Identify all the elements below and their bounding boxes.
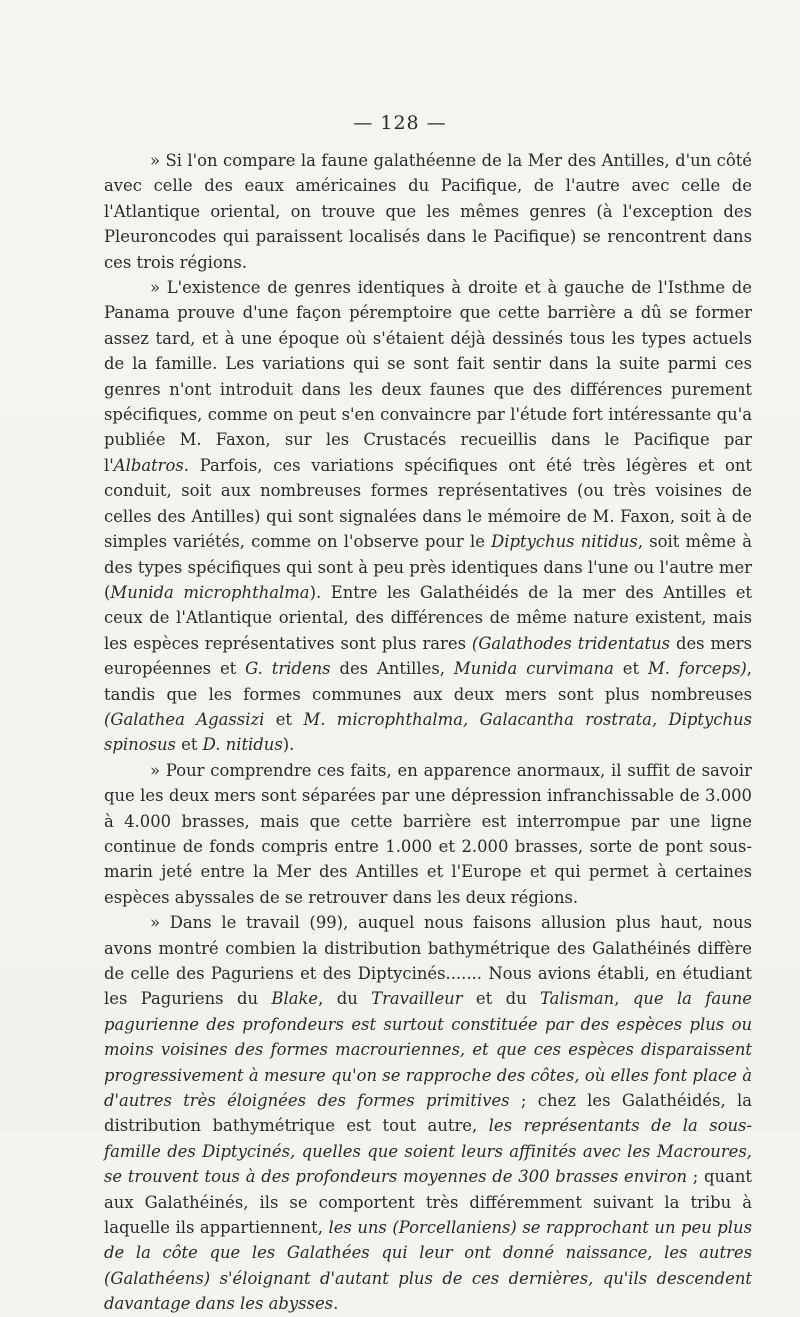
italic-run: Blake [271,989,319,1009]
text-run: . Parfois, ces variations spécifiques ont été très légères et ont conduit, soit aux nombreuses formes représentatives (ou très voisines de celles des Antilles) qui sont signalées dans le mémoire de M. Faxon, soit à de simples variétés, comme on l'observe pour le [104,455,752,552]
text-run: ; chez les Galathéidés, la distribution bathymétrique est tout autre, [104,1091,753,1136]
paragraph-4 [104,910,752,1317]
text-run: ; quant aux Galathéinés, ils se comportent très différemment suivant la tribu à laquelle ils appartiennent, [104,1167,753,1238]
text-run: et [175,735,203,755]
italic-run: Albatros [113,455,184,475]
italic-run: D. nitidus [202,735,283,755]
paragraph-2 [104,275,752,758]
paragraph-3 [104,758,752,910]
text-run: , soit même à des types spécifiques qui sont à peu près identiques dans l'une ou l'autre mer ( [104,532,752,602]
italic-run: G. tridens [245,659,331,679]
text-run: ). Entre les Galathéidés de la mer des Antilles et ceux de l'Atlantique oriental, des différences de même nature existent, mais les espèces représentatives sont plus rares [104,582,752,653]
text-run: , [614,989,633,1009]
text-run: » Dans le travail (99), auquel nous faisons allusion plus haut, nous avons montré combien la distribution bathymétrique des Galathéinés diffère de celle des Paguriens et des Diptycinés....... Nous avions établi, en étudiant les Paguriens du [104,913,752,1009]
text-run: et du [462,989,541,1009]
italic-run: M. forceps) [647,659,747,679]
italic-run: Munida microphthalma [110,582,310,602]
paragraph-1 [104,148,752,275]
text-run: » Si l'on compare la faune galathéenne de la Mer des Antilles, d'un côté avec celle des eaux américaines du Pacifique, de l'autre avec celle de l'Atlantique oriental, on trouve que les mêmes genres (à l'exception des Pleuroncodes qui paraissent localisés dans le Pacifique) se rencontrent dans ces trois régions. [104,151,752,272]
italic-run: Diptychus nitidus [491,532,638,552]
text-run: et [613,659,648,679]
italic-run: que la faune pagurienne des profondeurs est surtout constituée par des espèces plus ou moins voisines des formes macrouriennes, et que ces espèces disparaissent progressivement à mesure qu'on se rapproche des côtes, où elles font place à d'autres très éloignées des formes primitives [104,989,752,1111]
text-run: et [264,709,304,729]
text-run: ). [282,735,295,755]
text-run: , tandis que les formes communes aux deux mers sont plus nombreuses [104,659,752,704]
italic-run: (Galathodes tridentatus [471,633,671,653]
italic-run: Travailleur [371,989,463,1009]
italic-run: les représentants de la sous-famille des Diptycinés, quelles que soient leurs affinités avec les Macroures, se trouvent tous à des profondeurs moyennes de 300 brasses environ [104,1116,752,1187]
text-run: des Antilles, [330,659,454,679]
text-run: , du [318,989,372,1009]
body-text [104,148,752,1317]
italic-run: (Galathea Agassizi [104,709,265,729]
page-number: — 128 — [353,112,447,134]
italic-run: les uns (Porcellaniens) se rapprochant un peu plus de la côte que les Galathées qui leur ont donné naissance, les autres (Galathéens) s'éloignant d'autant plus de ces dernières, qu'ils descendent davantage dans les abysses [104,1218,753,1314]
italic-run: Munida curvimana [453,659,614,679]
text-run: . [333,1294,339,1314]
text-run: » Pour comprendre ces faits, en apparence anormaux, il suffit de savoir que les deux mers sont séparées par une dépression infranchissable de 3.000 à 4.000 brasses, mais que cette barrière est interrompue par une ligne continue de fonds compris entre 1.000 et 2.000 brasses, sorte de pont sous-marin jeté entre la Mer des Antilles et l'Europe et qui permet à certaines espèces abyssales de se retrouver dans les deux régions. [104,760,752,907]
text-run: des mers européennes et [104,633,752,679]
italic-run: Talisman [540,989,615,1009]
text-run: » L'existence de genres identiques à droite et à gauche de l'Isthme de Panama prouve d'une façon péremptoire que cette barrière a dû se former assez tard, et à une époque où s'étaient déjà dessinés tous les types actuels de la famille. Les variations qui se sont fait sentir dans la suite parmi ces genres n'ont introduit dans les deux faunes que des différences purement spécifiques, comme on peut s'en convaincre par l'étude fort intéressante qu'a publiée M. Faxon, sur les Crustacés recueillis dans le Pacifique par l' [104,278,752,475]
italic-run: M. microphthalma, Galacantha rostrata, Diptychus spinosus [104,709,752,755]
